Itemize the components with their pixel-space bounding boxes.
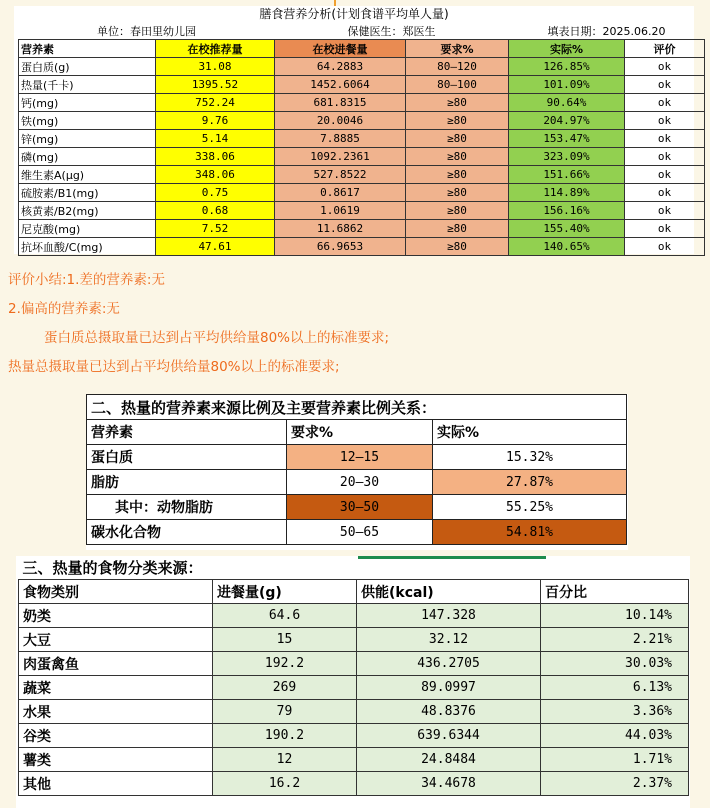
row-evaluation: ok [625, 166, 705, 184]
header-row [19, 40, 705, 58]
row-actual: 204.97% [509, 112, 625, 130]
row-name: 蛋白质(g) [19, 58, 156, 76]
header-percent: 百分比 [541, 580, 689, 604]
row-intake: 192.2 [213, 652, 357, 676]
table-row [19, 94, 705, 112]
row-percent: 3.36% [541, 700, 689, 724]
table-row [87, 470, 627, 495]
row-evaluation: ok [625, 238, 705, 256]
row-recommended: 338.06 [156, 148, 275, 166]
table-row [19, 676, 689, 700]
sheet3-title: 三、热量的食物分类来源： [22, 559, 203, 577]
row-requirement: ≥80 [406, 184, 509, 202]
table-row [19, 748, 689, 772]
row-evaluation: ok [625, 220, 705, 238]
row-recommended: 0.75 [156, 184, 275, 202]
summary-line: 蛋白质总摄取量已达到占平均供给量80%以上的标准要求; [44, 330, 390, 346]
row-name: 钙(mg) [19, 94, 156, 112]
row-actual: 90.64% [509, 94, 625, 112]
table-row [19, 628, 689, 652]
row-requirement: ≥80 [406, 238, 509, 256]
row-percent: 2.37% [541, 772, 689, 796]
row-percent: 44.03% [541, 724, 689, 748]
energy-source-sheet [86, 394, 628, 550]
row-intake: 1452.6064 [275, 76, 406, 94]
row-name: 铁(mg) [19, 112, 156, 130]
row-actual: 15.32% [433, 445, 627, 470]
table-row [87, 520, 627, 545]
row-recommended: 7.52 [156, 220, 275, 238]
row-name: 热量(千卡) [19, 76, 156, 94]
row-energy: 436.2705 [357, 652, 541, 676]
nutrition-analysis-sheet [14, 6, 694, 254]
row-requirement: 12—15 [287, 445, 433, 470]
table-caption-row [19, 556, 689, 580]
row-requirement: ≥80 [406, 202, 509, 220]
doctor-label: 保健医生：郑医生 [347, 24, 436, 38]
summary-line: 2.偏高的营养素:无 [8, 301, 120, 317]
row-intake: 1092.2361 [275, 148, 406, 166]
row-percent: 6.13% [541, 676, 689, 700]
row-category: 大豆 [19, 628, 213, 652]
row-recommended: 0.68 [156, 202, 275, 220]
unit-label: 单位：春田里幼儿园 [97, 24, 196, 38]
header-evaluation: 评价 [625, 40, 705, 58]
row-intake: 1.0619 [275, 202, 406, 220]
row-requirement: 80—120 [406, 58, 509, 76]
row-requirement: ≥80 [406, 130, 509, 148]
sheet1-title: 膳食营养分析(计划食谱平均单人量) [259, 7, 449, 21]
row-category: 水果 [19, 700, 213, 724]
row-name: 碳水化合物 [87, 520, 287, 545]
row-actual: 27.87% [433, 470, 627, 495]
table-row [19, 112, 705, 130]
row-recommended: 31.08 [156, 58, 275, 76]
header-requirement: 要求% [406, 40, 509, 58]
row-category: 肉蛋禽鱼 [19, 652, 213, 676]
row-actual: 156.16% [509, 202, 625, 220]
row-percent: 2.21% [541, 628, 689, 652]
table-row [19, 772, 689, 796]
table-row [19, 130, 705, 148]
row-requirement: 80—100 [406, 76, 509, 94]
table-row [87, 445, 627, 470]
row-category: 谷类 [19, 724, 213, 748]
row-name: 其中：动物脂肪 [87, 495, 287, 520]
header-intake: 在校进餐量 [275, 40, 406, 58]
table-row [19, 724, 689, 748]
header-row [87, 420, 627, 445]
row-name: 核黄素/B2(mg) [19, 202, 156, 220]
table-row [19, 604, 689, 628]
row-recommended: 9.76 [156, 112, 275, 130]
row-energy: 147.328 [357, 604, 541, 628]
header-actual: 实际% [509, 40, 625, 58]
date-label: 填表日期：2025.06.20 [547, 24, 666, 38]
row-energy: 32.12 [357, 628, 541, 652]
row-actual: 54.81% [433, 520, 627, 545]
row-evaluation: ok [625, 76, 705, 94]
row-energy: 89.0997 [357, 676, 541, 700]
header-energy: 供能(kcal) [357, 580, 541, 604]
row-category: 奶类 [19, 604, 213, 628]
header-nutrient: 营养素 [19, 40, 156, 58]
row-recommended: 47.61 [156, 238, 275, 256]
nutrition-table [18, 22, 705, 256]
row-evaluation: ok [625, 148, 705, 166]
table-caption-row [87, 395, 627, 420]
row-category: 薯类 [19, 748, 213, 772]
row-energy: 24.8484 [357, 748, 541, 772]
row-intake: 7.8885 [275, 130, 406, 148]
row-requirement: ≥80 [406, 166, 509, 184]
header-requirement: 要求% [287, 420, 433, 445]
row-energy: 34.4678 [357, 772, 541, 796]
row-actual: 114.89% [509, 184, 625, 202]
row-actual: 55.25% [433, 495, 627, 520]
table-row [19, 166, 705, 184]
row-actual: 151.66% [509, 166, 625, 184]
header-nutrient: 营养素 [87, 420, 287, 445]
row-energy: 639.6344 [357, 724, 541, 748]
table-row [87, 495, 627, 520]
row-intake: 16.2 [213, 772, 357, 796]
row-evaluation: ok [625, 130, 705, 148]
row-intake: 12 [213, 748, 357, 772]
row-intake: 64.6 [213, 604, 357, 628]
row-percent: 30.03% [541, 652, 689, 676]
table-row [19, 202, 705, 220]
row-evaluation: ok [625, 112, 705, 130]
food-source-sheet [16, 556, 690, 808]
row-requirement: 20—30 [287, 470, 433, 495]
row-percent: 10.14% [541, 604, 689, 628]
food-source-table [18, 556, 689, 796]
row-recommended: 752.24 [156, 94, 275, 112]
table-row [19, 148, 705, 166]
row-recommended: 5.14 [156, 130, 275, 148]
row-actual: 153.47% [509, 130, 625, 148]
header-category: 食物类别 [19, 580, 213, 604]
row-requirement: 50—65 [287, 520, 433, 545]
summary-line: 评价小结:1.差的营养素:无 [8, 272, 165, 288]
row-intake: 11.6862 [275, 220, 406, 238]
row-category: 其他 [19, 772, 213, 796]
header-row [19, 580, 689, 604]
row-actual: 101.09% [509, 76, 625, 94]
row-name: 尼克酸(mg) [19, 220, 156, 238]
row-intake: 64.2883 [275, 58, 406, 76]
summary-line: 热量总摄取量已达到占平均供给量80%以上的标准要求; [8, 359, 340, 375]
energy-source-table [86, 394, 627, 545]
row-name: 抗坏血酸/C(mg) [19, 238, 156, 256]
row-name: 脂肪 [87, 470, 287, 495]
row-intake: 79 [213, 700, 357, 724]
row-energy: 48.8376 [357, 700, 541, 724]
row-actual: 140.65% [509, 238, 625, 256]
row-evaluation: ok [625, 94, 705, 112]
header-actual: 实际% [433, 420, 627, 445]
row-name: 硫胺素/B1(mg) [19, 184, 156, 202]
row-intake: 269 [213, 676, 357, 700]
row-name: 维生素A(μg) [19, 166, 156, 184]
row-intake: 681.8315 [275, 94, 406, 112]
row-name: 蛋白质 [87, 445, 287, 470]
cell-selection-indicator [358, 556, 546, 559]
row-requirement: ≥80 [406, 112, 509, 130]
row-evaluation: ok [625, 58, 705, 76]
row-intake: 0.8617 [275, 184, 406, 202]
row-intake: 527.8522 [275, 166, 406, 184]
row-intake: 66.9653 [275, 238, 406, 256]
table-row [19, 220, 705, 238]
row-requirement: 30—50 [287, 495, 433, 520]
row-requirement: ≥80 [406, 148, 509, 166]
table-row [19, 652, 689, 676]
row-actual: 126.85% [509, 58, 625, 76]
row-intake: 15 [213, 628, 357, 652]
row-recommended: 348.06 [156, 166, 275, 184]
row-category: 蔬菜 [19, 676, 213, 700]
row-recommended: 1395.52 [156, 76, 275, 94]
row-intake: 20.0046 [275, 112, 406, 130]
table-row [19, 238, 705, 256]
row-percent: 1.71% [541, 748, 689, 772]
row-name: 磷(mg) [19, 148, 156, 166]
sheet2-title: 二、热量的营养素来源比例及主要营养素比例关系： [87, 395, 627, 420]
row-evaluation: ok [625, 184, 705, 202]
table-row [19, 184, 705, 202]
table-row [19, 700, 689, 724]
table-row [19, 76, 705, 94]
header-intake: 进餐量(g) [213, 580, 357, 604]
header-recommended: 在校推荐量 [156, 40, 275, 58]
row-name: 锌(mg) [19, 130, 156, 148]
evaluation-summary [8, 266, 698, 382]
row-evaluation: ok [625, 202, 705, 220]
row-requirement: ≥80 [406, 220, 509, 238]
row-actual: 155.40% [509, 220, 625, 238]
row-requirement: ≥80 [406, 94, 509, 112]
row-actual: 323.09% [509, 148, 625, 166]
table-row [19, 58, 705, 76]
info-row [19, 22, 705, 40]
row-intake: 190.2 [213, 724, 357, 748]
